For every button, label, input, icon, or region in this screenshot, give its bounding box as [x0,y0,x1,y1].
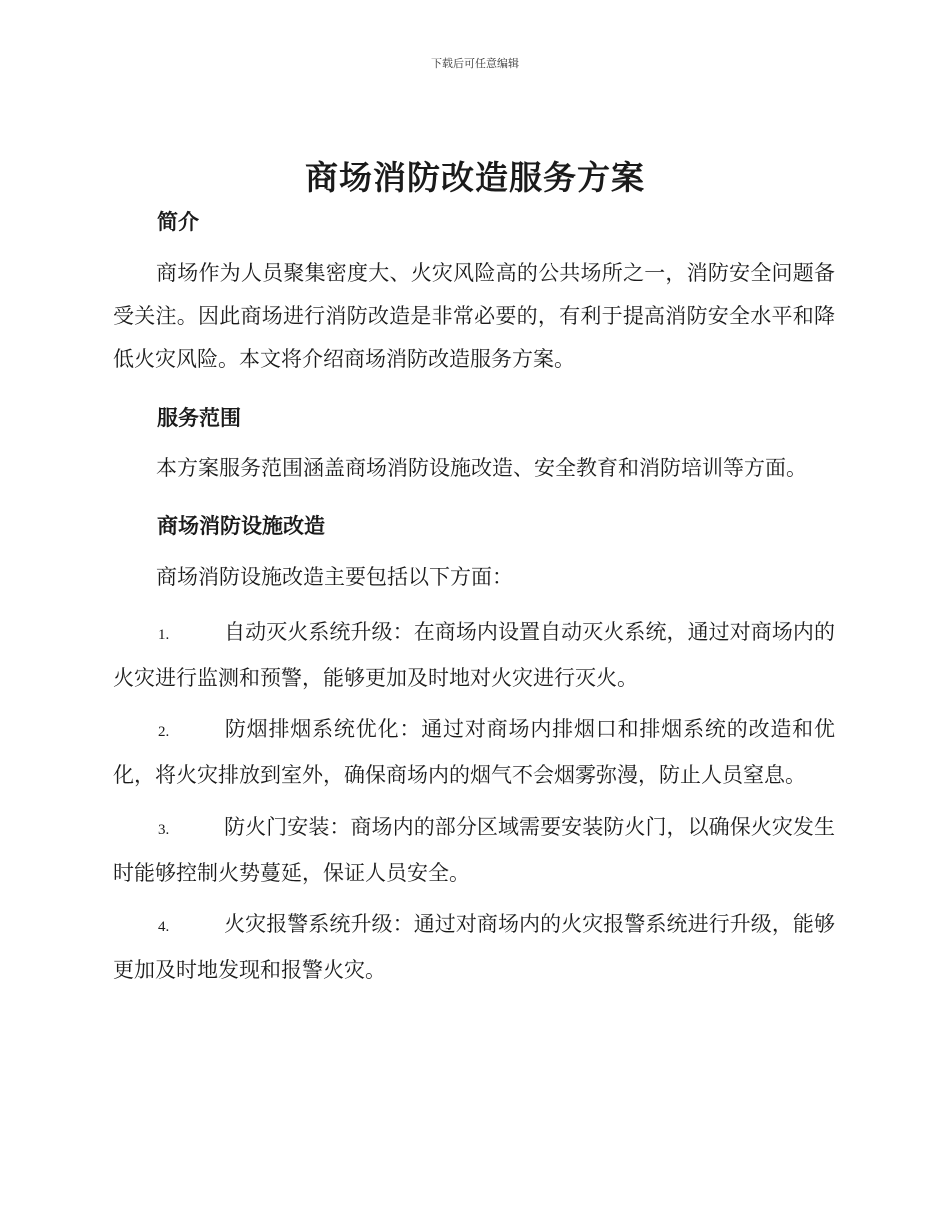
list-item [113,611,835,700]
document-title: 商场消防改造服务方案 [305,158,645,197]
scope-paragraph: 本方案服务范围涵盖商场消防设施改造、安全教育和消防培训等方面。 [156,456,807,480]
list-item-number: 2. [158,724,170,740]
section-heading-scope: 服务范围 [157,406,241,430]
list-item-number: 4. [158,919,170,935]
header-note: 下载后可任意编辑 [431,57,519,70]
intro-paragraph: 商场作为人员聚集密度大、火灾风险高的公共场所之一，消防安全问题备受关注。因此商场进行消防改造是非常必要的，有利于提高消防安全水平和降低火灾风险。本文将介绍商场消防改造服务方案。 [113,261,835,371]
list-item-text: 防火门安装：商场内的部分区域需要安装防火门，以确保火灾发生时能够控制火势蔓延，保证人员安全。 [113,815,835,885]
list-item [113,903,835,992]
list-item-text: 火灾报警系统升级：通过对商场内的火灾报警系统进行升级，能够更加及时地发现和报警火灾。 [113,912,835,982]
list-item-number: 3. [158,822,170,838]
list-item [113,806,835,895]
list-item-text: 自动灭火系统升级：在商场内设置自动灭火系统，通过对商场内的火灾进行监测和预警，能够更加及时地对火灾进行灭火。 [113,620,835,690]
section-heading-facilities: 商场消防设施改造 [157,514,325,538]
facilities-lead: 商场消防设施改造主要包括以下方面： [156,565,513,589]
list-item-text: 防烟排烟系统优化：通过对商场内排烟口和排烟系统的改造和优化，将火灾排放到室外，确保商场内的烟气不会烟雾弥漫，防止人员窒息。 [113,717,835,787]
list-item-number: 1. [158,627,170,643]
list-item [113,708,835,797]
section-heading-intro: 简介 [157,210,199,234]
